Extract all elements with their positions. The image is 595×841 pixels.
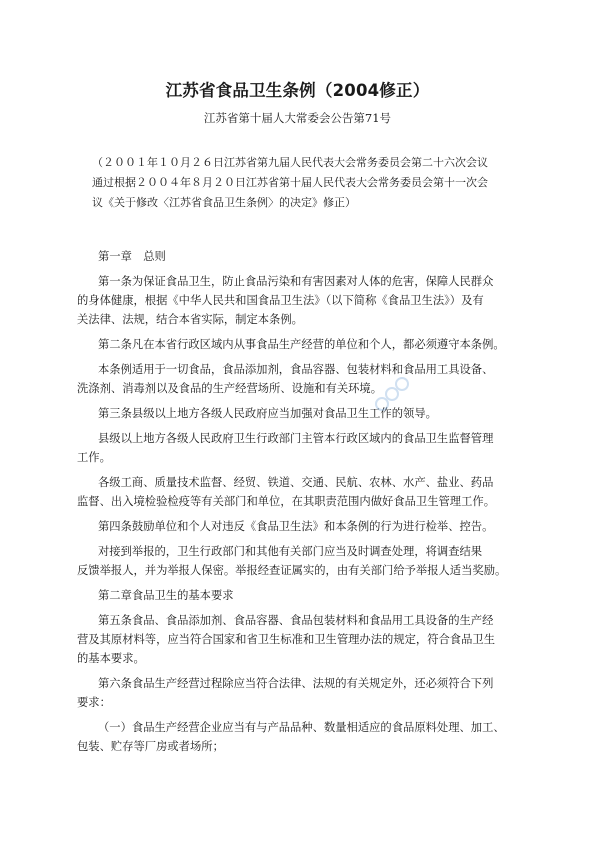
chapter-2-title: 第二章食品卫生的基本要求 bbox=[98, 589, 234, 602]
paragraph-line: 工作。 bbox=[77, 451, 111, 464]
paragraph-line: 的基本要求。 bbox=[77, 652, 145, 665]
article-2 bbox=[77, 335, 517, 398]
chapter-heading bbox=[77, 586, 517, 605]
article-3 bbox=[77, 404, 517, 423]
paragraph-line: 洗涤剂、消毒剂以及食品的生产经营场所、设施和有关环境。 bbox=[77, 382, 383, 395]
note-line: 议《关于修改〈江苏省食品卫生条例〉的决定》修正） bbox=[92, 196, 356, 209]
article-3-para-3 bbox=[77, 473, 517, 511]
paragraph-line: 第五条食品、食品添加剂、食品容器、食品包装材料和食品用工具设备的生产经 bbox=[98, 614, 494, 627]
paragraph-line: （一）食品生产经营企业应当有与产品品种、数量相适应的食品原料处理、加工、 bbox=[98, 721, 505, 734]
note-line: （２００１年１０月２６日江苏省第九届人民代表大会常务委员会第二十六次会议 bbox=[92, 156, 488, 169]
paragraph-line: 第六条食品生产经营过程除应当符合法律、法规的有关规定外，还必须符合下列 bbox=[98, 677, 494, 690]
paragraph-line: 营及其原材料等，应当符合国家和省卫生标准和卫生管理办法的规定，符合食品卫生 bbox=[77, 633, 495, 646]
chapter-heading bbox=[77, 247, 517, 266]
paragraph-line: 关法律、法规，结合本省实际，制定本条例。 bbox=[77, 313, 303, 326]
document-subtitle: 江苏省第十届人大常委会公告第71号 bbox=[203, 111, 392, 125]
watermark-logo-icon bbox=[368, 368, 418, 418]
paragraph-line: 反馈举报人，并为举报人保密。举报经查证属实的，由有关部门给予举报人适当奖励。 bbox=[77, 564, 507, 577]
paragraph-line: 第四条鼓励单位和个人对违反《食品卫生法》和本条例的行为进行检举、控告。 bbox=[98, 520, 494, 533]
paragraph-line: 县级以上地方各级人民政府卫生行政部门主管本行政区域内的食品卫生监督管理 bbox=[98, 432, 494, 445]
paragraph-line: 本条例适用于一切食品，食品添加剂，食品容器、包装材料和食品用工具设备、 bbox=[98, 363, 494, 376]
paragraph-line: 第二条凡在本省行政区域内从事食品生产经营的单位和个人，都必须遵守本条例。 bbox=[98, 338, 505, 351]
paragraph-line: 的身体健康，根据《中华人民共和国食品卫生法》（以下简称《食品卫生法》）及有 bbox=[77, 294, 484, 307]
article-4 bbox=[77, 517, 517, 580]
article-6-item-1 bbox=[77, 718, 517, 756]
paragraph-line: 第三条县级以上地方各级人民政府应当加强对食品卫生工作的领导。 bbox=[98, 407, 437, 420]
article-1 bbox=[77, 272, 517, 329]
paragraph-line: 各级工商、质量技术监督、经贸、铁道、交通、民航、农林、水产、盐业、药品 bbox=[98, 476, 494, 489]
article-5 bbox=[77, 611, 517, 668]
adoption-note bbox=[92, 153, 512, 213]
article-3-para-2 bbox=[77, 429, 517, 467]
paragraph-line: 第一条为保证食品卫生，防止食品污染和有害因素对人体的危害，保障人民群众 bbox=[98, 275, 494, 288]
paragraph-line: 监督、出入境检验检疫等有关部门和单位，在其职责范围内做好食品卫生管理工作。 bbox=[77, 495, 495, 508]
article-6 bbox=[77, 674, 517, 712]
document-title: 江苏省食品卫生条例（2004修正） bbox=[165, 81, 430, 100]
paragraph-line: 要求： bbox=[77, 696, 111, 709]
document-body bbox=[77, 247, 517, 762]
paragraph-line: 包装、贮存等厂房或者场所； bbox=[77, 740, 224, 753]
note-line: 通过根据２００４年８月２０日江苏省第十届人民代表大会常务委员会第十一次会 bbox=[92, 176, 488, 189]
paragraph-line: 对接到举报的，卫生行政部门和其他有关部门应当及时调查处理，将调查结果 bbox=[98, 545, 483, 558]
chapter-1-title: 第一章 总则 bbox=[98, 250, 166, 263]
